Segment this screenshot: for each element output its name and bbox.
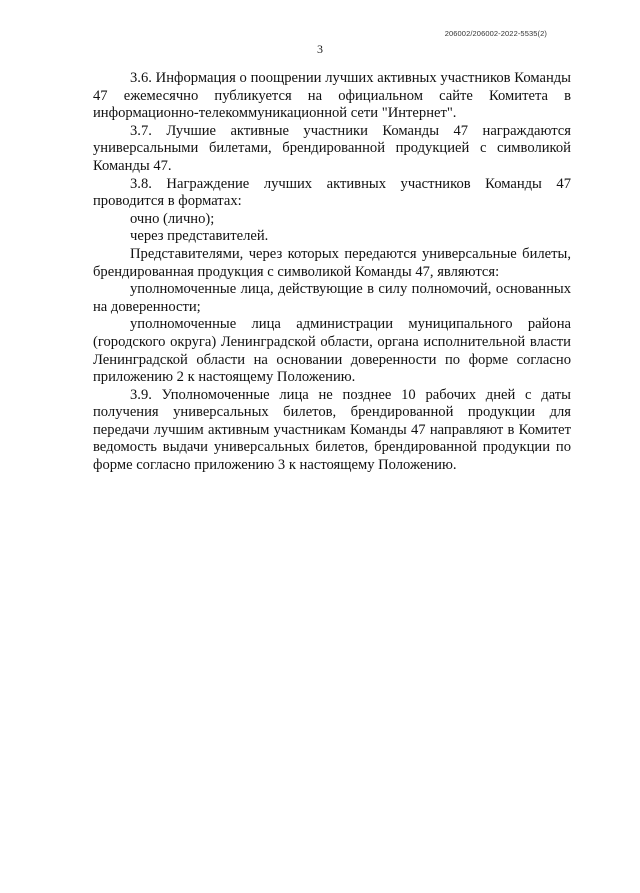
representative-item-proxy: уполномоченные лица, действующие в силу полномочий, основанных на доверенности; [93, 281, 571, 315]
paragraph-3-6: 3.6. Информация о поощрении лучших активных участников Команды 47 ежемесячно публикуется на официальном сайте Комитета в информационно-телекоммуникационной сети "Интернет". [93, 70, 571, 122]
paragraph-3-9: 3.9. Уполномоченные лица не позднее 10 рабочих дней с даты получения универсальных билетов, брендированной продукции для передачи лучшим активным участникам Команды 47 направляют в Комитет ведомость выдачи универсальных билетов, брендированной продукции по форме согласно приложению 3 к настоящему Положению. [93, 386, 571, 474]
representative-item-administration: уполномоченные лица администрации муниципального района (городского округа) Ленинградской области, органа исполнительной власти Ленинградской области на основании доверенности по форме согласно приложению 2 к настоящему Положению. [93, 316, 571, 386]
format-item-in-person: очно (лично); [130, 210, 215, 227]
document-body [93, 70, 571, 475]
paragraph-3-7: 3.7. Лучшие активные участники Команды 47 награждаются универсальными билетами, брендированной продукцией с символикой Команды 47. [93, 122, 571, 174]
document-id: 206002/206002-2022-5535(2) [444, 29, 547, 38]
paragraph-3-8: 3.8. Награждение лучших активных участников Команды 47 проводится в форматах: [93, 175, 571, 210]
page-number: 3 [317, 42, 323, 56]
format-item-representatives: через представителей. [130, 228, 269, 245]
paragraph-representatives: Представителями, через которых передаются универсальные билеты, брендированная продукция с символикой Команды 47, являются: [93, 245, 571, 280]
